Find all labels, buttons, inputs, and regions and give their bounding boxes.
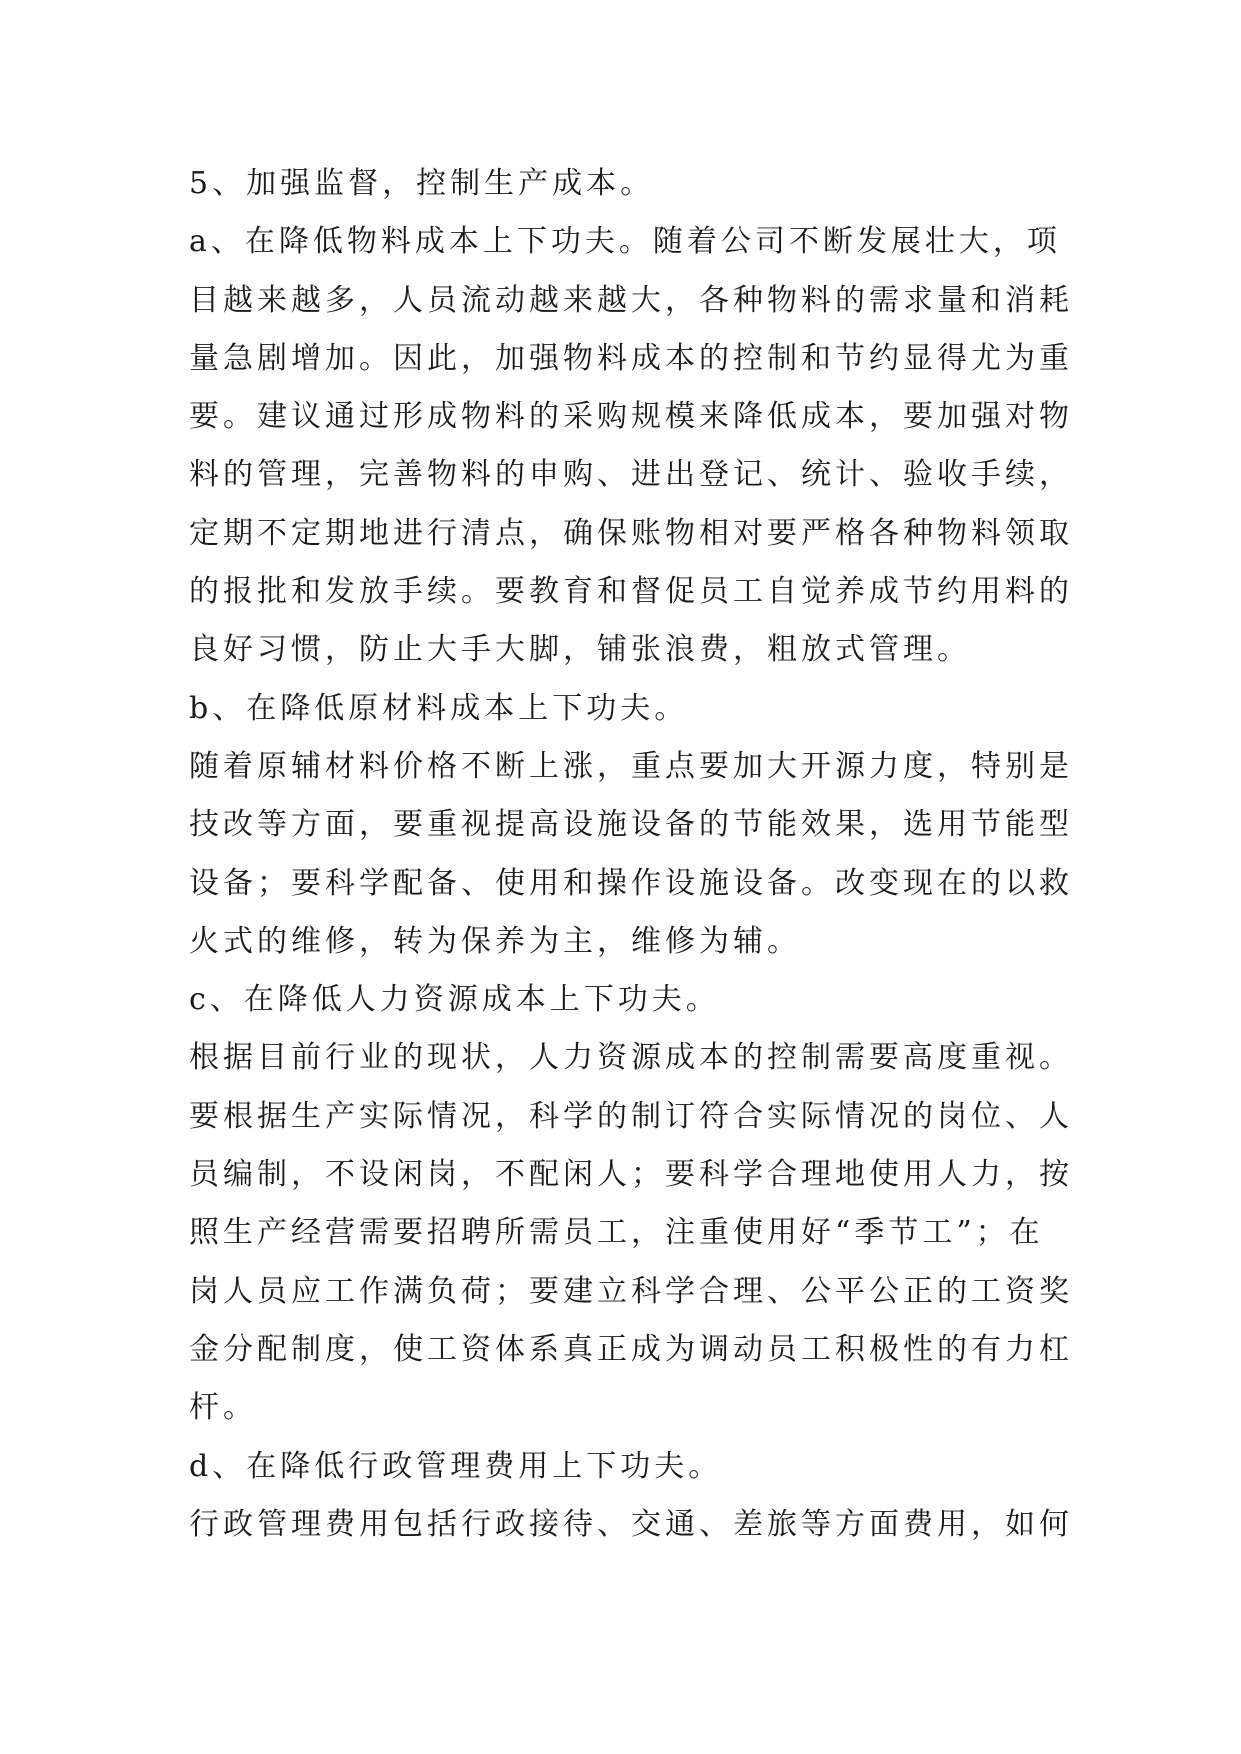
text-line: 良好习惯，防止大手大脚，铺张浪费，粗放式管理。 (189, 632, 971, 668)
text-line: 金分配制度，使工资体系真正成为调动员工积极性的有力杠 (189, 1331, 1073, 1367)
text-line: 设备；要科学配备、使用和操作设施设备。改变现在的以救 (189, 865, 1073, 901)
subheading-line: b、在降低原材料成本上下功夫。 (189, 690, 689, 726)
text-line: 岗人员应工作满负荷；要建立科学合理、公平公正的工资奖 (189, 1273, 1073, 1309)
text-line: 要。建议通过形成物料的采购规模来降低成本，要加强对物 (189, 399, 1073, 435)
subheading-line: c、在降低人力资源成本上下功夫。 (189, 982, 720, 1018)
text-line: a、在降低物料成本上下功夫。随着公司不断发展壮大，项 (189, 224, 1061, 260)
text-line: 随着原辅材料价格不断上涨，重点要加大开源力度，特别是 (189, 748, 1073, 784)
text-line: 照生产经营需要招聘所需员工，注重使用好“季节工”；在 (189, 1215, 1044, 1251)
text-line: 料的管理，完善物料的申购、进出登记、统计、验收手续， (189, 457, 1073, 493)
text-line: 杆。 (189, 1390, 257, 1426)
text-line: 目越来越多，人员流动越来越大，各种物料的需求量和消耗 (189, 282, 1073, 318)
body-text (189, 165, 1073, 1564)
heading-line: 5、加强监督，控制生产成本。 (189, 166, 655, 201)
subheading-line: d、在降低行政管理费用上下功夫。 (189, 1448, 723, 1484)
text-line: 根据目前行业的现状，人力资源成本的控制需要高度重视。 (189, 1040, 1073, 1076)
text-line: 定期不定期地进行清点，确保账物相对要严格各种物料领取 (189, 515, 1073, 551)
text-line: 量急剧增加。因此，加强物料成本的控制和节约显得尤为重 (189, 340, 1073, 376)
text-line: 火式的维修，转为保养为主，维修为辅。 (189, 923, 801, 959)
text-line: 技改等方面，要重视提高设施设备的节能效果，选用节能型 (189, 807, 1073, 843)
text-line: 要根据生产实际情况，科学的制订符合实际情况的岗位、人 (189, 1098, 1073, 1134)
text-line: 行政管理费用包括行政接待、交通、差旅等方面费用，如何 (189, 1506, 1073, 1542)
text-line: 的报批和发放手续。要教育和督促员工自觉养成节约用料的 (189, 574, 1073, 610)
text-line: 员编制，不设闲岗，不配闲人；要科学合理地使用人力，按 (189, 1157, 1073, 1193)
